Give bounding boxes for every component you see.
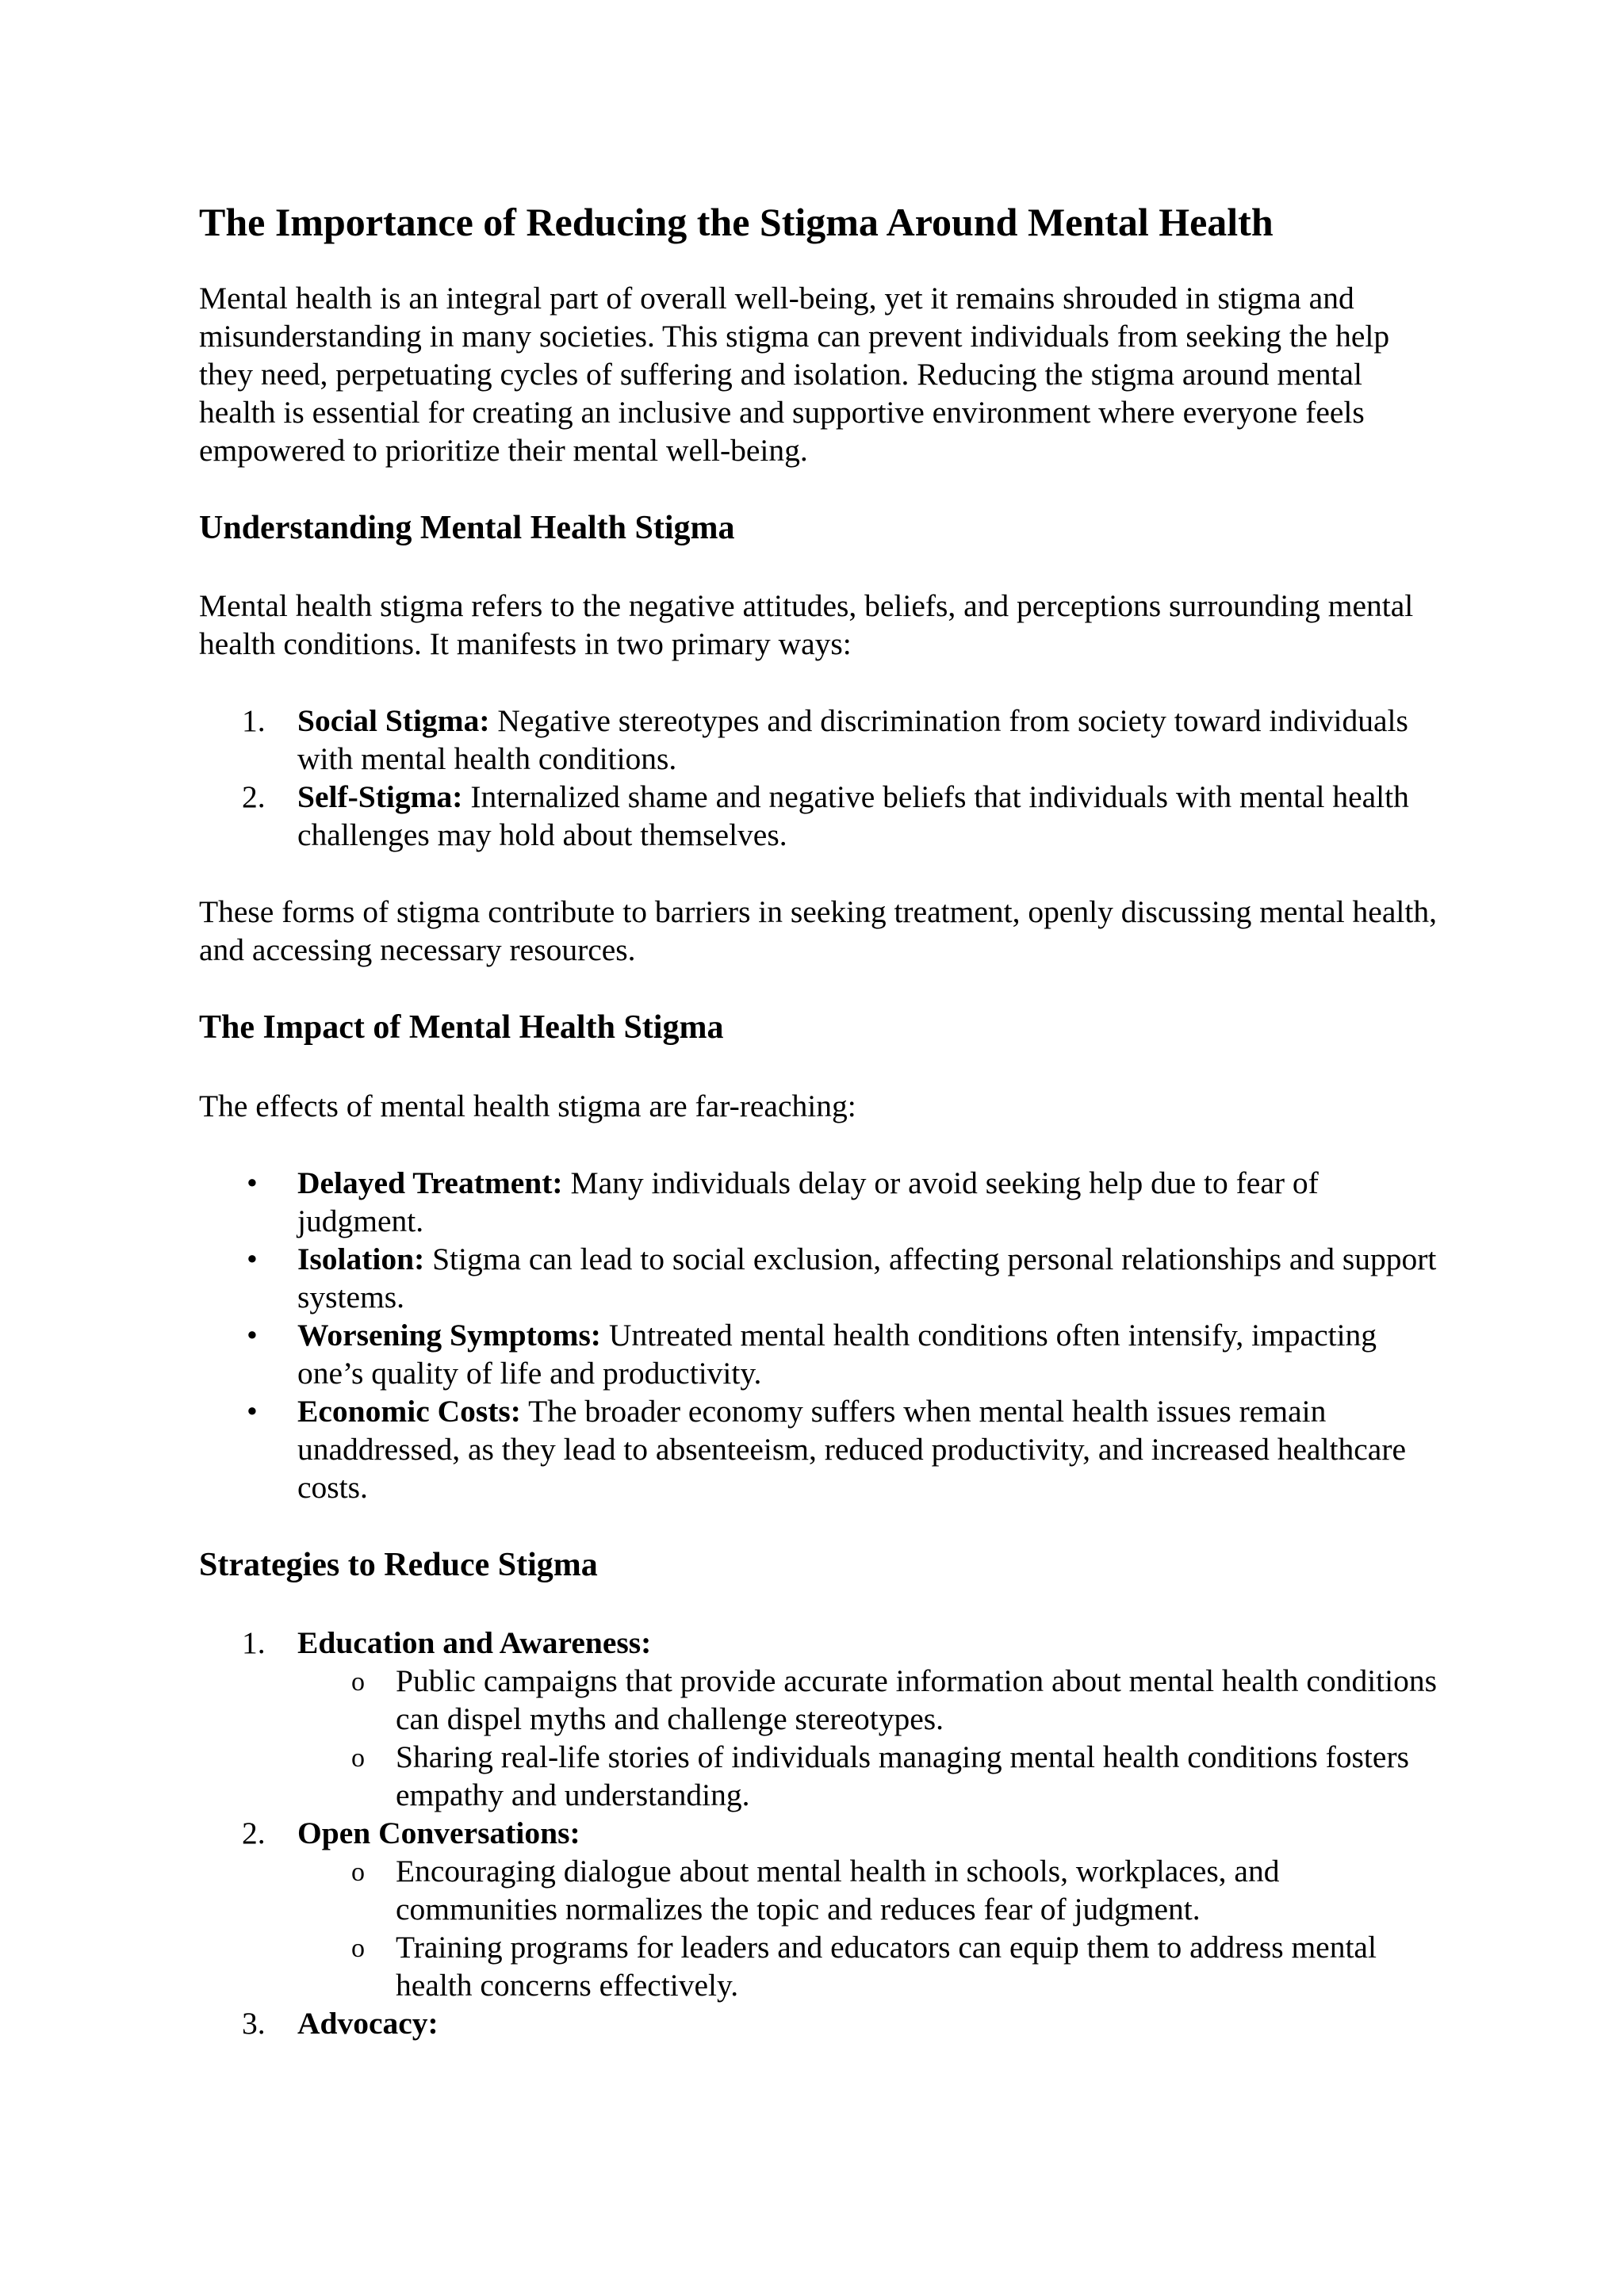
section2-paragraph: The effects of mental health stigma are far-reaching:	[199, 1088, 856, 1123]
bullet-icon: •	[247, 1317, 258, 1353]
list-item-label: Education and Awareness:	[297, 1625, 652, 1661]
list-number: 2.	[242, 779, 266, 815]
list-item	[199, 702, 1444, 778]
document-page	[199, 198, 1444, 2042]
list-number: 1.	[242, 703, 266, 739]
sub-list-item-text: Public campaigns that provide accurate information about mental health conditions can dispel myths and challenge stereotypes.	[396, 1663, 1437, 1737]
document-title: The Importance of Reducing the Stigma Around Mental Health	[199, 200, 1274, 244]
list-item-label: Isolation:	[297, 1241, 425, 1276]
sub-list-item-text: Sharing real-life stories of individuals managing mental health conditions fosters empathy and understanding.	[396, 1739, 1409, 1813]
section1-closing-paragraph: These forms of stigma contribute to barriers in seeking treatment, openly discussing mental health, and accessing necessary resources.	[199, 894, 1437, 968]
strategies-list	[199, 1624, 1444, 2042]
sub-list	[297, 1662, 1444, 1814]
list-item-label: Economic Costs:	[297, 1393, 521, 1429]
circle-bullet-icon: o	[351, 1667, 365, 1697]
sub-list-item-text: Training programs for leaders and educators can equip them to address mental health concerns effectively.	[396, 1930, 1377, 2003]
section-heading-impact: The Impact of Mental Health Stigma	[199, 1009, 724, 1047]
stigma-types-list	[199, 702, 1444, 854]
bullet-icon: •	[247, 1241, 258, 1276]
circle-bullet-icon: o	[351, 1858, 365, 1888]
list-item	[199, 1240, 1444, 1316]
section-heading-strategies: Strategies to Reduce Stigma	[199, 1546, 598, 1583]
circle-bullet-icon: o	[351, 1743, 365, 1774]
list-item	[199, 1392, 1444, 1506]
bullet-icon: •	[247, 1393, 258, 1429]
bullet-icon: •	[247, 1165, 258, 1200]
list-item-label: Social Stigma:	[297, 703, 490, 739]
list-item-text: Untreated mental health conditions often intensify, impacting one’s quality of life and productivity.	[297, 1317, 1377, 1391]
list-item	[199, 1624, 1444, 1814]
intro-paragraph: Mental health is an integral part of overall well-being, yet it remains shrouded in stigma and misunderstanding in many societies. This stigma can prevent individuals from seeking the help they need, perpetuating cycles of suffering and isolation. Reducing the stigma around mental health is essential for creating an inclusive and supportive environment where everyone feels empowered to prioritize their mental well-being.	[199, 281, 1390, 468]
list-item-label: Advocacy:	[297, 2006, 439, 2042]
list-item	[199, 2004, 1444, 2042]
sub-list-item	[297, 1738, 1444, 1814]
list-item-text: Many individuals delay or avoid seeking help due to fear of judgment.	[297, 1165, 1319, 1238]
list-number: 2.	[242, 1816, 266, 1851]
list-item-text: Stigma can lead to social exclusion, affecting personal relationships and support systems.	[297, 1241, 1437, 1314]
list-item	[199, 1164, 1444, 1240]
sub-list	[297, 1852, 1444, 2004]
list-number: 1.	[242, 1625, 266, 1661]
impact-list	[199, 1164, 1444, 1506]
list-item-label: Delayed Treatment:	[297, 1165, 563, 1200]
circle-bullet-icon: o	[351, 1934, 365, 1964]
section1-paragraph: Mental health stigma refers to the negative attitudes, beliefs, and perceptions surrounding mental health conditions. It manifests in two primary ways:	[199, 588, 1414, 662]
list-item-text: Negative stereotypes and discrimination from society toward individuals with mental health conditions.	[297, 703, 1408, 777]
list-item-label: Open Conversations:	[297, 1816, 580, 1851]
list-item-label: Worsening Symptoms:	[297, 1317, 601, 1353]
list-item	[199, 1814, 1444, 2004]
sub-list-item	[297, 1852, 1444, 1928]
sub-list-item-text: Encouraging dialogue about mental health in schools, workplaces, and communities normalizes the topic and reduces fear of judgment.	[396, 1854, 1280, 1927]
section-heading-understanding: Understanding Mental Health Stigma	[199, 510, 735, 546]
sub-list-item	[297, 1928, 1444, 2004]
list-number: 3.	[242, 2006, 266, 2042]
list-item	[199, 778, 1444, 854]
list-item-text: Internalized shame and negative beliefs that individuals with mental health challenges may hold about themselves.	[297, 779, 1409, 853]
list-item-text: The broader economy suffers when mental health issues remain unaddressed, as they lead to absenteeism, reduced productivity, and increased healthcare costs.	[297, 1393, 1407, 1505]
list-item	[199, 1316, 1444, 1392]
list-item-label: Self-Stigma:	[297, 779, 463, 815]
sub-list-item	[297, 1662, 1444, 1738]
